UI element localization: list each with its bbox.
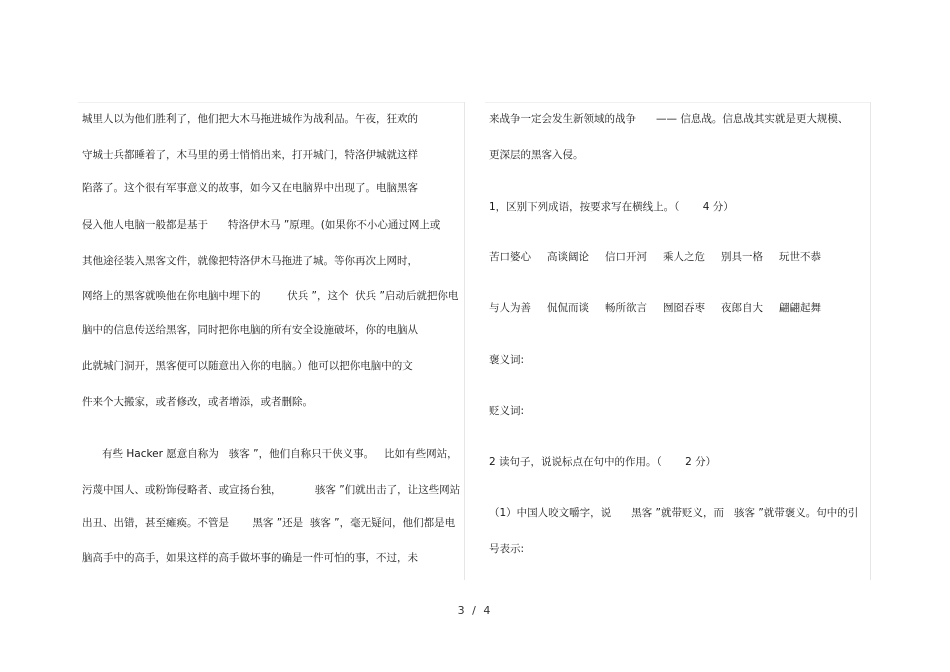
right-text-column [485,102,871,580]
praise-words-label: 褒义词: [489,354,525,366]
idiom: 翩翩起舞 [779,302,821,314]
paragraph-line: 更深层的黑客入侵。 [489,149,584,161]
paragraph-line: 来战争一定会发生新领域的战争 —— 信息战。信息战其实就是更大规模、 [489,113,849,125]
question-2-item-1: （1）中国人咬文嚼字，说 黑客 ”就带贬义，而 骇客 ”就带褒义。句中的引 [489,507,859,519]
paragraph-line: 出丑、出错，甚至瘫痪。不管是 黑客 ”还是 骇客 ”，毫无疑问，他们都是电 [82,517,456,529]
paragraph-line: 污蔑中国人、或粉饰侵略者、或宣扬台独， 骇客 ”们就出击了，让这些网站 [82,484,461,496]
page-number: 3 / 4 [457,604,493,617]
question-2-item-1-continued: 号表示: [489,543,525,555]
paragraph-line: 件来个大搬家，或者修改，或者增添，或者删除。 [82,396,313,408]
idiom: 乘人之危 [663,251,705,263]
idiom: 苦口婆心 [489,251,531,263]
idiom: 囫囵吞枣 [663,302,705,314]
idiom-list-row-2 [489,301,837,315]
question-2: 2 读句子，说说标点在句中的作用。（ 2 分） [489,456,717,468]
paragraph-line: 网络上的黑客就唤他在你电脑中埋下的 伏兵 ”，这个 伏兵 ”启动后就把你电 [82,290,459,302]
idiom: 信口开河 [605,251,647,263]
paragraph-line: 侵入他人电脑一般都是基于 特洛伊木马 ”原理。(如果你不小心通过网上或 [82,219,441,231]
derogatory-words-label: 贬义词: [489,405,525,417]
idiom: 畅所欲言 [605,302,647,314]
paragraph-line: 脑中的信息传送给黑客，同时把你电脑的所有安全设施破坏，你的电脑从 [82,324,418,336]
paragraph-line: 有些 Hacker 愿意自称为 骇客 ”，他们自称只干侠义事。 比如有些网站， [82,448,458,460]
paragraph-line: 此就城门洞开，黑客便可以随意出入你的电脑。）他可以把你电脑中的文 [82,360,413,372]
idiom: 别具一格 [721,251,763,263]
idiom-list-row-1 [489,250,837,264]
paragraph-line: 城里人以为他们胜利了，他们把大木马拖进城作为战利品。午夜，狂欢的 [82,113,418,125]
paragraph-line: 脑高手中的高手，如果这样的高手做坏事的确是一件可怕的事，不过，未 [82,552,418,564]
idiom: 玩世不恭 [779,251,821,263]
idiom: 夜郎自大 [721,302,763,314]
idiom: 侃侃而谈 [547,302,589,314]
idiom: 与人为善 [489,302,531,314]
question-1: 1，区别下列成语，按要求写在横线上。（ 4 分） [489,201,734,213]
paragraph-line: 其他途径装入黑客文件，就像把特洛伊木马拖进了城。等你再次上网时， [82,255,418,267]
idiom: 高谈阔论 [547,251,589,263]
paragraph-line: 守城士兵都睡着了，木马里的勇士悄悄出来，打开城门，特洛伊城就这样 [82,149,418,161]
left-text-column [78,102,465,580]
paragraph-line: 陷落了。这个很有军事意义的故事，如今又在电脑界中出现了。电脑黑客 [82,182,418,194]
